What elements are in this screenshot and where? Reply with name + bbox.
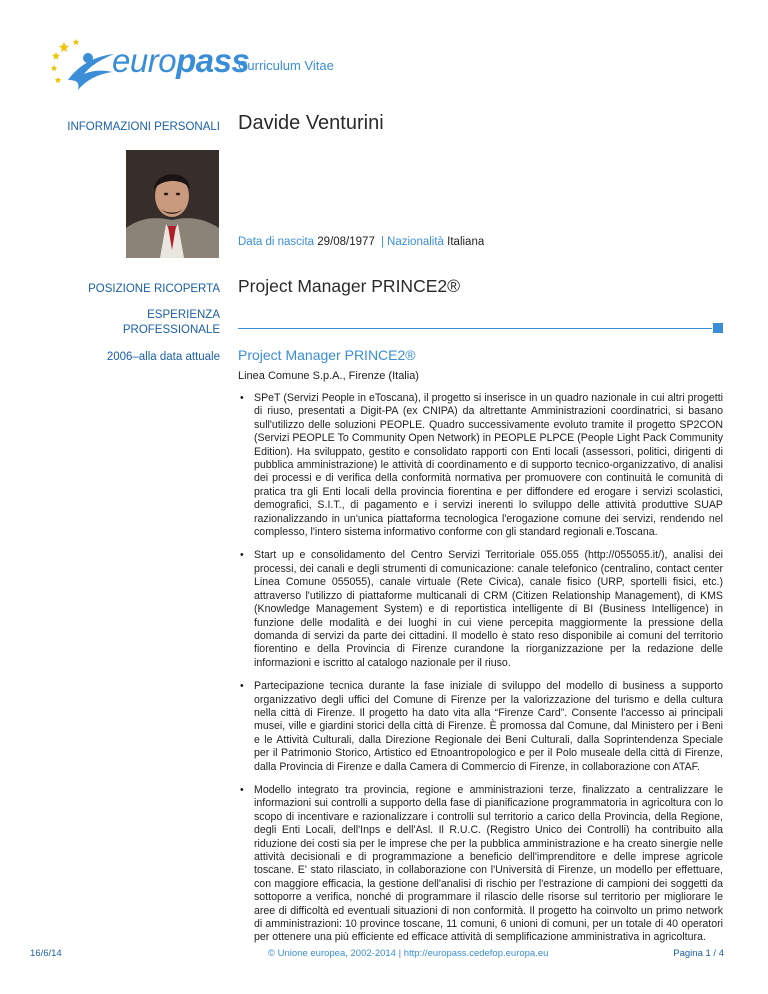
- birth-label: Data di nascita: [238, 236, 315, 248]
- nationality-label: Nazionalità: [387, 236, 444, 248]
- section-label-personal: INFORMAZIONI PERSONALI: [67, 121, 220, 133]
- footer-copyright: © Unione europea, 2002-2014 | http://europass.cedefop.europa.eu: [268, 948, 549, 959]
- section-divider: [238, 328, 712, 329]
- bullet-icon: •: [240, 783, 244, 796]
- section-label-position: POSIZIONE RICOPERTA: [88, 283, 220, 295]
- position-value: Project Manager PRINCE2®: [238, 276, 461, 296]
- section-label-experience-line2: PROFESSIONALE: [122, 324, 220, 336]
- experience-bullet-list: [238, 392, 723, 955]
- nationality-value: Italiana: [447, 236, 485, 248]
- separator: |: [381, 236, 385, 248]
- section-divider-marker: [713, 323, 723, 333]
- europass-wordmark: europass: [112, 42, 250, 79]
- birth-value: 29/08/1977: [317, 236, 375, 248]
- list-item: • Partecipazione tecnica durante la fase iniziale di sviluppo del modello di business a supporto organizzativo degli uffici del Comune di Firenze per la valorizzazione del turismo e della cultura nella città di Firenze. Il progetto ha dato vita alla “Firenze Card”. Consente l'accesso ai principali musei, ville e giardini storici della città di Firenze. È promossa dal Comune, dal Ministero per i Beni e le Attività Culturali, dalla Direzione Regionale dei Beni Culturali, dalla Soprintendenza Speciale per il Patrimonio Storico, Artistico ed Etnoantropologico e per il Polo museale della città di Firenze, dalla Provincia di Firenze e dalla Camera di Commercio di Firenze, in collaborazione con ATAF.: [240, 680, 723, 773]
- list-item: • Start up e consolidamento del Centro Servizi Territoriale 055.055 (http://055055.it/), analisi dei processi, dei canali e degli strumenti di comunicazione: canale telefonico (centralino, contact center Linea Comune 055055), canale virtuale (Rete Civica), canale fisico (URP, sportelli fisici, etc.) attraverso l'utilizzo di piattaforme multicanali di CRM (Citizen Relationship Management), di KMS (Knowledge Management System) e di reportistica intelligente di BI (Business Intelligence) in funzione delle modalità e dei luoghi in cui viene percepita maggiormente la pressione della domanda di servizi da parte dei cittadini. Il modello è stato reso disponibile ai comuni del territorio fiorentino e della Provincia di Firenze curandone la riorganizzazione per la redazione delle informazioni e iscritto al catalogo nazionale per il riuso.: [240, 549, 723, 669]
- document-title: Curriculum Vitae: [238, 58, 334, 73]
- bullet-icon: •: [240, 392, 244, 404]
- job-title: Project Manager PRINCE2®: [238, 347, 416, 363]
- footer-date: 16/6/14: [30, 948, 62, 959]
- europass-emblem-icon: [50, 36, 120, 96]
- footer-page-number: Pagina 1 / 4: [673, 948, 724, 959]
- person-name: Davide Venturini: [238, 112, 384, 134]
- experience-period: 2006–alla data attuale: [106, 351, 220, 363]
- europass-logo: [50, 36, 250, 96]
- bullet-icon: •: [240, 549, 244, 562]
- profile-photo: [126, 150, 219, 258]
- birth-nationality: [238, 236, 484, 248]
- list-item: • SPeT (Servizi People in eToscana), il progetto si inserisce in un quadro nazionale in cui altri progetti di riuso, presentati a Digit-PA (ex CNIPA) da altrettante Amministrazioni coordinatrici, si basano sull'utilizzo delle soluzioni PEOPLE. Quadro successivamente evoluto tramite il progetto SP2CON (Servizi PEOPLE To Community Open Network) in PEOPLE PLPCE (People Light Pack Community Edition). Ha sviluppato, gestito e consolidato rapporti con Enti locali (assessori, politici, dirigenti di pubblica amministrazione) le attività di coordinamento e di supporto tecnico-organizzativo, di analisi dei processi e di verifica della conformità normativa per promuovere con continuità le comunità di pratica tra gli Enti locali della provincia fiorentina e per diffondere ed erogare i servizi scolastici, demografici, S.I.T., di pagamento e i servizi inerenti lo sviluppo delle attività produttive SUAP razionalizzando in un'unica piattaforma tecnologica l'erogazione comune dei servizi, rendendo nel complesso, l'intero sistema informativo conforme con gli standard regionali e.Toscana.: [240, 392, 723, 539]
- section-label-experience-line1: ESPERIENZA: [147, 309, 220, 321]
- employer: Linea Comune S.p.A., Firenze (Italia): [238, 370, 419, 382]
- list-item: • Modello integrato tra provincia, regione e amministrazioni terze, finalizzato a centralizzare le informazioni sui controlli a supporto della fase di pianificazione programmatoria in agricoltura con lo scopo di incentivare e razionalizzare i controlli sul territorio a carico della Provincia, della Regione, degli Enti Locali, dell'Inps e dell'Asl. Il R.U.C. (Registro Unico dei Controlli) ha contribuito alla riduzione dei costi sia per le imprese che per la pubblica amministrazione e ha creato sinergie nelle attività decisionali e di programmazione a beneficio dell'imprenditore e delle imprese agricole toscane. E' stato rilasciato, in collaborazione con l'Università di Firenze, un modello per effettuare, con maggiore efficacia, la gestione dell'analisi di rischio per l'estrazione di campioni dei soggetti da sottoporre a verifica, nonché di programmare il rilascio delle risorse sul territorio per migliorare le aree di difficoltà ed eventuali situazioni di non conformità. Il progetto ha coinvolto un primo network di amministrazioni: 10 province toscane, 11 comuni, 6 unioni di comuni, per un totale di 40 operatori per ottenere una più efficiente ed efficace attività di semplificazione amministrativa in agricoltura.: [240, 783, 723, 944]
- bullet-icon: •: [240, 680, 244, 693]
